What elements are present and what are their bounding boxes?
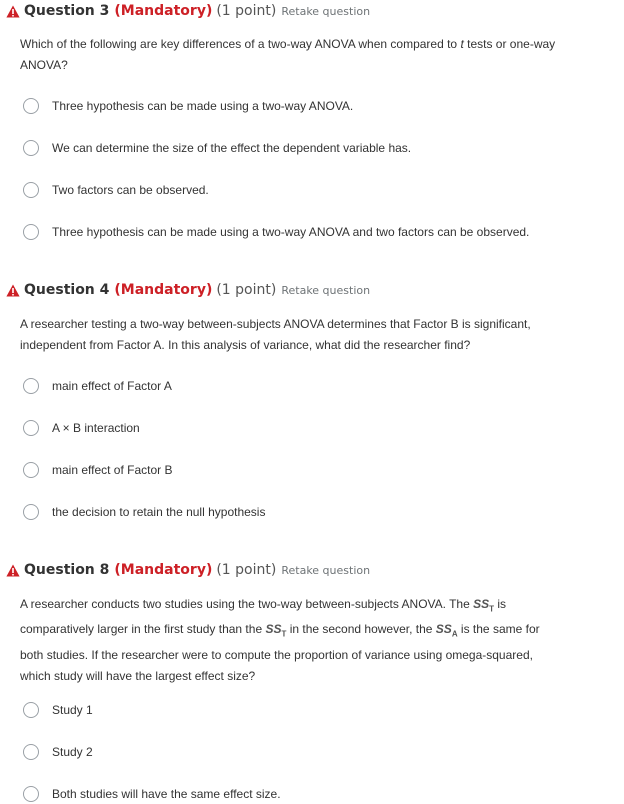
mandatory-label: (Mandatory) [114,282,213,298]
answer-option[interactable] [23,180,209,200]
radio-button[interactable] [23,786,39,802]
question-number: Question 8 [24,562,110,578]
ss-a-symbol: $SS_A$ [435,622,458,639]
answer-option[interactable] [23,700,93,720]
answer-option-label: Study 2 [52,745,93,759]
question-4-header [6,280,370,300]
question-8-header [6,560,370,580]
radio-button[interactable] [23,462,39,478]
answer-option-label: the decision to retain the null hypothesis [52,505,266,519]
mandatory-label: (Mandatory) [114,562,213,578]
mandatory-label: (Mandatory) [114,3,213,19]
ss-total-symbol: $SS_T$ [265,622,287,639]
radio-button[interactable] [23,702,39,718]
question-text: A researcher conducts two studies using the two-way between-subjects ANOVA. The $SS_T$ is comparatively larger in the first study than the $SS_T$ in the second however, the $SS_A$ is the same for both studies. If the researcher were to compute the proportion of variance using omega-squared, which study will have the largest effect size? [20,597,540,683]
answer-option[interactable] [23,222,529,242]
retake-question-link[interactable]: Retake question [281,283,371,297]
answer-option-label: Three hypothesis can be made using a two-way ANOVA and two factors can be observed. [52,225,530,239]
answer-option[interactable] [23,138,411,158]
radio-button[interactable] [23,420,39,436]
warning-icon [6,5,20,18]
answer-option-label: Both studies will have the same effect size. [52,787,281,801]
answer-option[interactable] [23,742,93,762]
retake-question-link[interactable]: Retake question [281,4,371,18]
answer-option[interactable] [23,418,140,438]
warning-icon [6,564,20,577]
answer-option-label: A × B interaction [52,421,140,435]
answer-option-label: main effect of Factor B [52,463,173,477]
warning-icon [6,284,20,297]
question-3-header [6,1,370,21]
answer-option-label: Study 1 [52,703,93,717]
points-label: (1 point) [216,3,277,19]
radio-button[interactable] [23,98,39,114]
answer-option-label: main effect of Factor A [52,379,172,393]
radio-button[interactable] [23,140,39,156]
answer-option[interactable] [23,376,172,396]
radio-button[interactable] [23,182,39,198]
points-label: (1 point) [216,282,277,298]
ss-total-symbol: $SS_T$ [473,597,495,614]
question-text: Which of the following are key differences of a two-way ANOVA when compared to t tests or one-way ANOVA? [20,37,556,72]
radio-button[interactable] [23,504,39,520]
answer-option[interactable] [23,502,265,522]
question-number: Question 3 [24,3,110,19]
radio-button[interactable] [23,744,39,760]
answer-option[interactable] [23,96,353,116]
points-label: (1 point) [216,562,277,578]
answer-option[interactable] [23,784,281,804]
question-number: Question 4 [24,282,110,298]
answer-option-label: Two factors can be observed. [52,183,209,197]
answer-option[interactable] [23,460,173,480]
answer-option-label: Three hypothesis can be made using a two-way ANOVA. [52,99,354,113]
radio-button[interactable] [23,378,39,394]
question-text: A researcher testing a two-way between-subjects ANOVA determines that Factor B is significant, independent from Factor A. In this analysis of variance, what did the researcher find? [20,317,531,352]
radio-button[interactable] [23,224,39,240]
answer-option-label: We can determine the size of the effect the dependent variable has. [52,141,412,155]
retake-question-link[interactable]: Retake question [281,563,371,577]
